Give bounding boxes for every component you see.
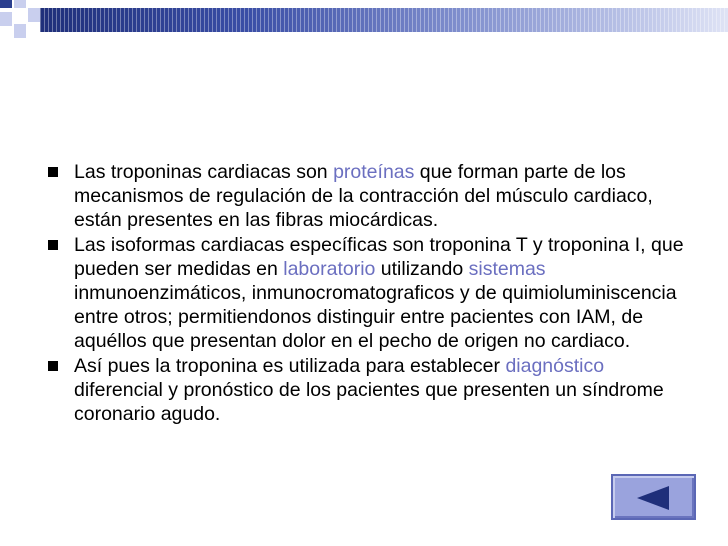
link-diagnostico[interactable]: diagnóstico [505,354,605,377]
corner-square-4 [0,12,12,26]
square-bullet-icon [48,240,58,250]
corner-square-5 [14,24,26,38]
back-arrow-icon [635,485,673,511]
header-gradient-bar [40,8,728,32]
bullet-item-3: Así pues la troponina es utilizada para establecer diagnóstico diferencial y pronóstico de los pacientes que presenten un síndrome coronario agudo. [48,354,698,427]
bullet-item-1: Las troponinas cardiacas son proteínas que forman parte de los mecanismos de regulación de la contracción del músculo cardiaco, están presentes en las fibras miocárdicas. [48,160,698,233]
slide-body [48,160,698,426]
square-bullet-icon [48,167,58,177]
bullet-list [48,160,698,426]
corner-square-3 [28,8,40,22]
back-button[interactable] [611,474,696,520]
link-sistemas[interactable]: sistemas [468,257,546,280]
corner-square-1 [0,0,12,8]
link-laboratorio[interactable]: laboratorio [283,257,376,280]
corner-square-2 [14,0,26,8]
bullet-item-2: Las isoformas cardiacas específicas son troponina T y troponina I, que pueden ser medidas en laboratorio utilizando sistemas inmunoenzimáticos, inmunocromatograficos y de quimioluminiscencia entre otros; permitiendonos distinguir entre pacientes con IAM, de aquéllos que presentan dolor en el pecho de origen no cardiaco. [48,233,698,354]
link-proteinas[interactable]: proteínas [333,161,415,183]
square-bullet-icon [48,361,58,371]
